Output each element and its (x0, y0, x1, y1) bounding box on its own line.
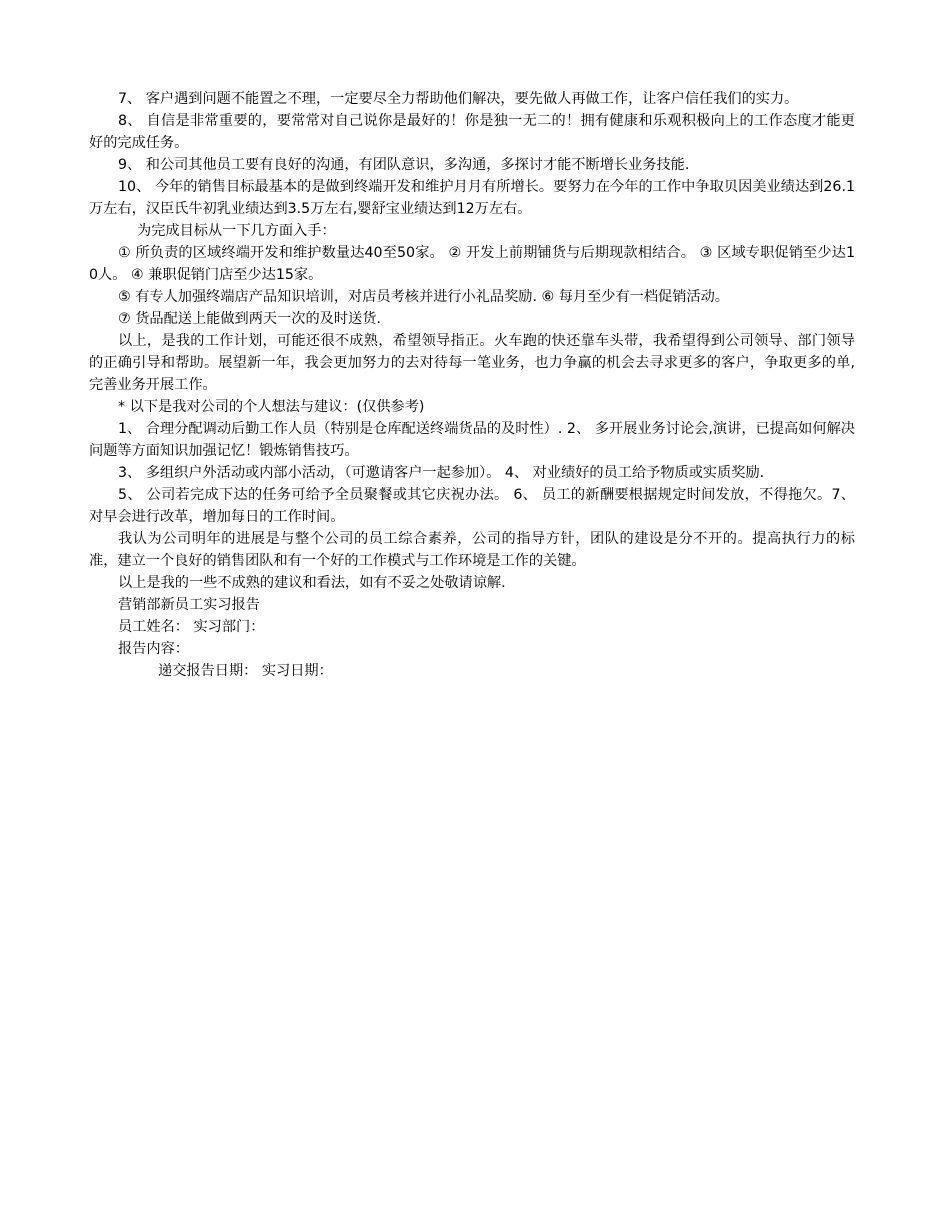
point-10-paragraph: 10、 今年的销售目标最基本的是做到终端开发和维护月月有所增长。要努力在今年的工作中争取贝因美业绩达到26.1万左右，汉臣氏牛初乳业绩达到3.5万左右,婴舒宝业绩达到12万左右。 (89, 179, 855, 217)
document-body (89, 88, 855, 682)
suggestions-3-4-paragraph: 3、 多组织户外活动或内部小活动，（可邀请客户一起参加）。 4、 对业绩好的员工给予物质或实质奖励. (118, 465, 765, 481)
goal-item-7-paragraph: ⑦ 货品配送上能做到两天一次的及时送货. (118, 311, 381, 327)
suggestions-1-2-paragraph: 1、 合理分配调动后勤工作人员（特别是仓库配送终端货品的及时性）. 2、 多开展业务讨论会,演讲，已提高如何解决问题等方面知识加强记忆！锻炼销售技巧。 (89, 421, 855, 459)
goal-items-1-4-paragraph: ① 所负责的区域终端开发和维护数量达40至50家。 ② 开发上前期铺货与后期现款相结合。 ③ 区域专职促销至少达10人。 ④ 兼职促销门店至少达15家。 (89, 245, 855, 283)
work-plan-conclusion-paragraph: 以上，是我的工作计划，可能还很不成熟，希望领导指正。火车跑的快还靠车头带，我希望得到公司领导、部门领导的正确引导和帮助。展望新一年，我会更加努力的去对待每一笔业务，也力争赢的机会去寻求更多的客户，争取更多的单,完善业务开展工作。 (89, 333, 855, 393)
point-7-paragraph: 7、 客户遇到问题不能置之不理，一定要尽全力帮助他们解决，要先做人再做工作，让客户信任我们的实力。 (118, 91, 799, 107)
closing-remark-paragraph: 以上是我的一些不成熟的建议和看法，如有不妥之处敬请谅解. (118, 575, 506, 591)
employee-info-line: 员工姓名： 实习部门： (118, 619, 265, 635)
report-dates-line: 递交报告日期： 实习日期： (158, 663, 333, 679)
suggestions-5-7-paragraph: 5、 公司若完成下达的任务可给予全员聚餐或其它庆祝办法。 6、 员工的新酬要根据规定时间发放，不得拖欠。7、 对早会进行改革，增加每日的工作时间。 (89, 487, 855, 525)
company-outlook-paragraph: 我认为公司明年的进展是与整个公司的员工综合素养，公司的指导方针，团队的建设是分不开的。提高执行力的标准，建立一个良好的销售团队和有一个好的工作模式与工作环境是工作的关键。 (89, 531, 855, 569)
point-9-paragraph: 9、 和公司其他员工要有良好的沟通，有团队意识，多沟通，多探讨才能不断增长业务技能. (118, 157, 690, 173)
goal-items-5-6-paragraph: ⑤ 有专人加强终端店产品知识培训，对店员考核并进行小礼品奖励. ⑥ 每月至少有一档促销活动。 (118, 289, 729, 305)
report-title: 营销部新员工实习报告 (118, 597, 260, 613)
point-8-paragraph: 8、 自信是非常重要的，要常常对自己说你是最好的！你是独一无二的！拥有健康和乐观积极向上的工作态度才能更好的完成任务。 (89, 113, 855, 151)
goal-intro-paragraph: 为完成目标从一下几方面入手： (137, 223, 336, 239)
suggestions-heading: * 以下是我对公司的个人想法与建议：(仅供参考) (118, 399, 425, 415)
report-content-line: 报告内容： (118, 641, 189, 657)
